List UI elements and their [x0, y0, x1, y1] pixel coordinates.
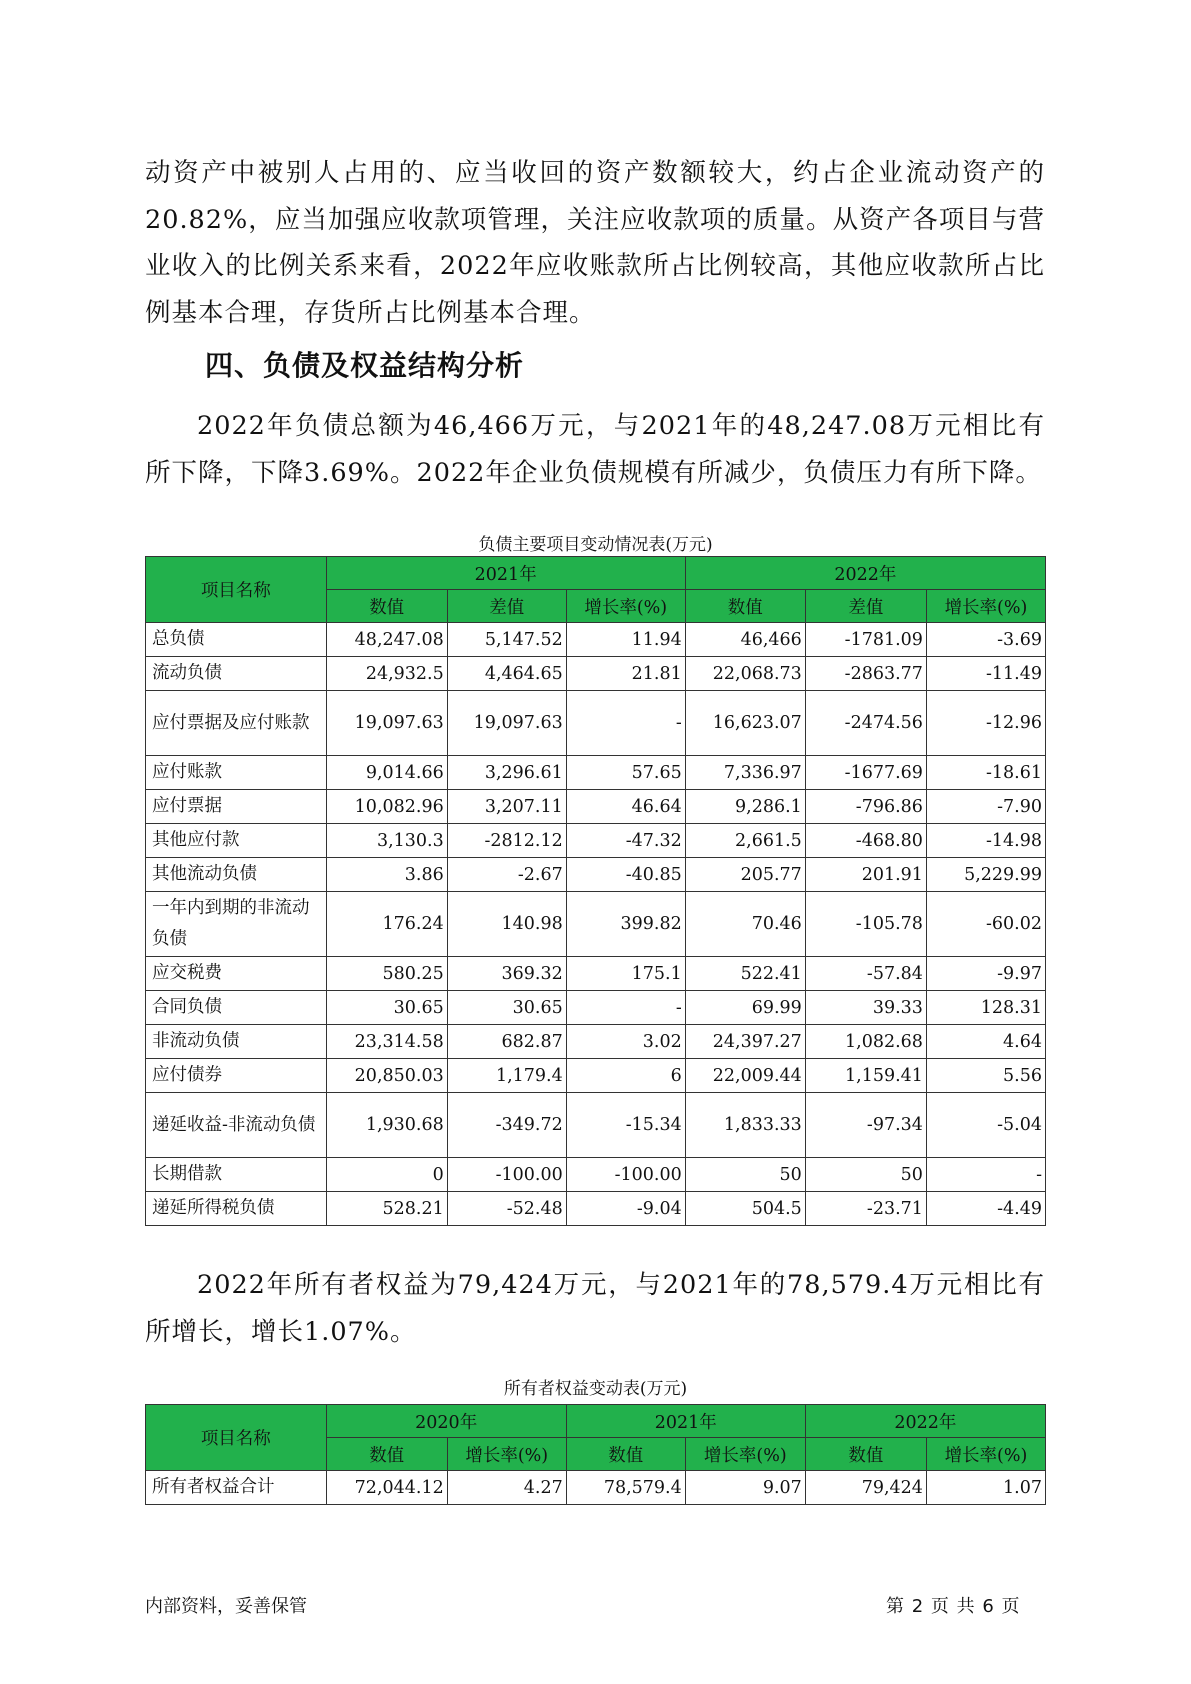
- table-cell: -12.96: [926, 691, 1045, 756]
- equity-table-caption: 所有者权益变动表(万元): [503, 1379, 688, 1399]
- liability-paragraph: [145, 403, 1045, 496]
- table-row: [146, 957, 1046, 991]
- equity-year-header-2020: 2020年: [326, 1405, 566, 1438]
- table-cell: 23,314.58: [326, 1025, 447, 1059]
- row-name: 长期借款: [146, 1158, 327, 1192]
- intro-text: 动资产中被别人占用的、应当收回的资产数额较大，约占企业流动资产的20.82%，应当加强应收款项管理，关注应收款项的质量。从资产各项目与营业收入的比例关系来看，2022年应收账款所占比例较高，其他应收款所占比例基本合理，存货所占比例基本合理。: [145, 158, 1045, 328]
- table-cell: 522.41: [685, 957, 805, 991]
- equity-table: [145, 1404, 1046, 1505]
- table-cell: -15.34: [566, 1093, 685, 1158]
- footer-confidential-note: 内部资料，妥善保管: [145, 1596, 307, 1617]
- liability-table-caption: 负债主要项目变动情况表(万元): [478, 535, 713, 555]
- table-cell: 3.86: [326, 858, 447, 892]
- table-cell: -100.00: [447, 1158, 566, 1192]
- row-name: 应付账款: [146, 756, 327, 790]
- row-name: 总负债: [146, 623, 327, 657]
- table-cell: -: [566, 991, 685, 1025]
- table-cell: 48,247.08: [326, 623, 447, 657]
- table-cell: 682.87: [447, 1025, 566, 1059]
- table-cell: -5.04: [926, 1093, 1045, 1158]
- table-cell: 69.99: [685, 991, 805, 1025]
- table-cell: -2863.77: [805, 657, 926, 691]
- row-name: 流动负债: [146, 657, 327, 691]
- table-cell: 16,623.07: [685, 691, 805, 756]
- liability-paragraph-text: 2022年负债总额为46,466万元，与2021年的48,247.08万元相比有所下降，下降3.69%。2022年企业负债规模有所减少，负债压力有所下降。: [145, 411, 1045, 488]
- table-cell: 9,014.66: [326, 756, 447, 790]
- table-cell: 10,082.96: [326, 790, 447, 824]
- table-cell: 3,296.61: [447, 756, 566, 790]
- table-cell: 0: [326, 1158, 447, 1192]
- table-cell: 30.65: [447, 991, 566, 1025]
- table-cell: 1.07: [926, 1471, 1045, 1505]
- table-cell: -47.32: [566, 824, 685, 858]
- equity-subheader: 数值: [326, 1438, 447, 1471]
- table-cell: -14.98: [926, 824, 1045, 858]
- table-cell: 5,229.99: [926, 858, 1045, 892]
- table-cell: -: [566, 691, 685, 756]
- table-cell: -4.49: [926, 1192, 1045, 1226]
- table-cell: 580.25: [326, 957, 447, 991]
- liability-year-header-2021: 2021年: [326, 557, 685, 590]
- table-cell: 72,044.12: [326, 1471, 447, 1505]
- table-cell: -52.48: [447, 1192, 566, 1226]
- table-cell: 1,159.41: [805, 1059, 926, 1093]
- table-cell: 1,179.4: [447, 1059, 566, 1093]
- table-row: [146, 1025, 1046, 1059]
- row-name: 其他应付款: [146, 824, 327, 858]
- table-row: [146, 1059, 1046, 1093]
- table-cell: -105.78: [805, 892, 926, 957]
- row-name: 合同负债: [146, 991, 327, 1025]
- table-cell: -18.61: [926, 756, 1045, 790]
- section-heading: 四、负债及权益结构分析: [205, 349, 525, 382]
- table-cell: 30.65: [326, 991, 447, 1025]
- liability-subheader: 差值: [805, 590, 926, 623]
- equity-year-header-2022: 2022年: [805, 1405, 1045, 1438]
- table-cell: -23.71: [805, 1192, 926, 1226]
- table-cell: 7,336.97: [685, 756, 805, 790]
- table-cell: 57.65: [566, 756, 685, 790]
- table-cell: 4,464.65: [447, 657, 566, 691]
- table-cell: 176.24: [326, 892, 447, 957]
- table-row: [146, 1158, 1046, 1192]
- table-cell: -468.80: [805, 824, 926, 858]
- table-cell: 46,466: [685, 623, 805, 657]
- liability-subheader: 数值: [326, 590, 447, 623]
- equity-subheader: 增长率(%): [447, 1438, 566, 1471]
- table-cell: 1,833.33: [685, 1093, 805, 1158]
- table-cell: -100.00: [566, 1158, 685, 1192]
- equity-paragraph-text: 2022年所有者权益为79,424万元，与2021年的78,579.4万元相比有所增长，增长1.07%。: [145, 1270, 1045, 1347]
- table-cell: 3.02: [566, 1025, 685, 1059]
- equity-subheader: 数值: [566, 1438, 685, 1471]
- row-name: 递延所得税负债: [146, 1192, 327, 1226]
- row-name: 所有者权益合计: [146, 1471, 327, 1505]
- table-cell: 205.77: [685, 858, 805, 892]
- row-name: 非流动负债: [146, 1025, 327, 1059]
- table-cell: 504.5: [685, 1192, 805, 1226]
- table-row: [146, 824, 1046, 858]
- table-cell: 5,147.52: [447, 623, 566, 657]
- table-cell: 9,286.1: [685, 790, 805, 824]
- table-cell: 1,082.68: [805, 1025, 926, 1059]
- table-cell: 140.98: [447, 892, 566, 957]
- equity-subheader: 增长率(%): [926, 1438, 1045, 1471]
- table-cell: 399.82: [566, 892, 685, 957]
- table-cell: 9.07: [685, 1471, 805, 1505]
- table-cell: 128.31: [926, 991, 1045, 1025]
- table-cell: 39.33: [805, 991, 926, 1025]
- footer-page-number: 第 2 页 共 6 页: [886, 1596, 1021, 1617]
- table-row: [146, 1093, 1046, 1158]
- liability-subheader: 增长率(%): [926, 590, 1045, 623]
- table-row: [146, 892, 1046, 957]
- liability-name-header: 项目名称: [146, 557, 327, 623]
- equity-subheader: 增长率(%): [685, 1438, 805, 1471]
- table-cell: 528.21: [326, 1192, 447, 1226]
- row-name: 递延收益-非流动负债: [146, 1093, 327, 1158]
- table-row: [146, 1192, 1046, 1226]
- table-cell: 22,009.44: [685, 1059, 805, 1093]
- table-cell: 5.56: [926, 1059, 1045, 1093]
- table-cell: -7.90: [926, 790, 1045, 824]
- table-cell: -3.69: [926, 623, 1045, 657]
- table-cell: -796.86: [805, 790, 926, 824]
- liability-subheader: 差值: [447, 590, 566, 623]
- row-name: 应付票据: [146, 790, 327, 824]
- table-cell: 22,068.73: [685, 657, 805, 691]
- table-row: [146, 756, 1046, 790]
- table-cell: 4.64: [926, 1025, 1045, 1059]
- equity-paragraph: [145, 1262, 1045, 1355]
- table-cell: 11.94: [566, 623, 685, 657]
- liability-table: [145, 556, 1046, 1226]
- row-name: 应付债券: [146, 1059, 327, 1093]
- table-cell: -11.49: [926, 657, 1045, 691]
- table-cell: -2474.56: [805, 691, 926, 756]
- table-cell: 21.81: [566, 657, 685, 691]
- table-row: [146, 991, 1046, 1025]
- table-cell: -60.02: [926, 892, 1045, 957]
- table-cell: 1,930.68: [326, 1093, 447, 1158]
- table-cell: 24,932.5: [326, 657, 447, 691]
- table-cell: -1677.69: [805, 756, 926, 790]
- table-row: [146, 623, 1046, 657]
- table-row: [146, 790, 1046, 824]
- table-cell: -349.72: [447, 1093, 566, 1158]
- row-name: 一年内到期的非流动负债: [146, 892, 327, 957]
- table-cell: 19,097.63: [326, 691, 447, 756]
- table-cell: -9.04: [566, 1192, 685, 1226]
- equity-name-header: 项目名称: [146, 1405, 327, 1471]
- table-cell: 3,207.11: [447, 790, 566, 824]
- table-cell: 369.32: [447, 957, 566, 991]
- table-cell: 6: [566, 1059, 685, 1093]
- equity-subheader: 数值: [805, 1438, 926, 1471]
- table-cell: -: [926, 1158, 1045, 1192]
- intro-paragraph: [145, 150, 1045, 336]
- table-cell: -97.34: [805, 1093, 926, 1158]
- table-cell: 79,424: [805, 1471, 926, 1505]
- table-cell: 70.46: [685, 892, 805, 957]
- table-cell: 201.91: [805, 858, 926, 892]
- row-name: 应交税费: [146, 957, 327, 991]
- table-cell: 78,579.4: [566, 1471, 685, 1505]
- table-cell: 24,397.27: [685, 1025, 805, 1059]
- table-row: [146, 657, 1046, 691]
- table-row: [146, 691, 1046, 756]
- table-cell: 2,661.5: [685, 824, 805, 858]
- liability-year-header-2022: 2022年: [685, 557, 1045, 590]
- table-cell: 3,130.3: [326, 824, 447, 858]
- table-cell: -2.67: [447, 858, 566, 892]
- table-cell: 4.27: [447, 1471, 566, 1505]
- table-cell: -9.97: [926, 957, 1045, 991]
- table-cell: 50: [685, 1158, 805, 1192]
- table-cell: 19,097.63: [447, 691, 566, 756]
- table-cell: 20,850.03: [326, 1059, 447, 1093]
- liability-subheader: 增长率(%): [566, 590, 685, 623]
- row-name: 其他流动负债: [146, 858, 327, 892]
- equity-year-header-2021: 2021年: [566, 1405, 805, 1438]
- table-cell: 46.64: [566, 790, 685, 824]
- table-row: [146, 1471, 1046, 1505]
- table-cell: -1781.09: [805, 623, 926, 657]
- table-row: [146, 858, 1046, 892]
- liability-subheader: 数值: [685, 590, 805, 623]
- table-cell: -40.85: [566, 858, 685, 892]
- table-cell: -57.84: [805, 957, 926, 991]
- table-cell: 175.1: [566, 957, 685, 991]
- table-cell: 50: [805, 1158, 926, 1192]
- row-name: 应付票据及应付账款: [146, 691, 327, 756]
- table-cell: -2812.12: [447, 824, 566, 858]
